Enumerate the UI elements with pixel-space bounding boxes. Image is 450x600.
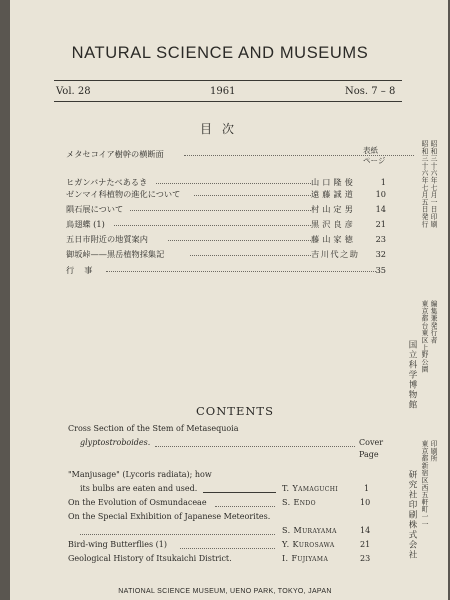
jp-entry-page: 14: [375, 204, 386, 214]
en-entry-title: "Manjusage" (Lycoris radiata); how: [68, 470, 212, 479]
leader-dots: [130, 210, 311, 211]
en-entry-title: Cross Section of the Stem of Metasequoia: [68, 424, 239, 433]
jp-toc-heading: 目次: [200, 122, 245, 136]
colophon-publish-date: 昭和三十六年七月五日発行: [420, 140, 428, 228]
en-entry-page: 23: [360, 554, 371, 563]
contents-heading: CONTENTS: [196, 404, 274, 418]
colophon-editor-name: 国立科学博物館: [407, 340, 417, 410]
jp-entry-title: 御坂峠——黒岳植物採集記: [66, 249, 165, 259]
leader-dots: [168, 240, 311, 241]
leader-dots: [156, 183, 311, 184]
jp-entry-title: ゼンマイ科植物の進化について: [66, 189, 181, 199]
colophon-editor-label: 編集兼発行者: [429, 300, 437, 344]
jp-toc-entry[interactable]: [66, 264, 386, 276]
jp-entry-author: 遠藤誠道: [311, 189, 356, 199]
en-entry-author: T. Yamaguchi: [282, 484, 339, 493]
jp-toc-entry[interactable]: [66, 218, 386, 230]
colophon-print-date: 昭和三十六年七月一日印刷: [429, 140, 437, 228]
jp-entry-title: 鳥翅蝶 (1): [66, 219, 105, 229]
en-entry-author: Y. Kurosawa: [282, 540, 335, 549]
en-entry-author: S. Endo: [282, 498, 316, 507]
jp-toc-entry[interactable]: [66, 248, 386, 260]
en-entry-title: On the Evolution of Osmundaceae: [68, 498, 207, 507]
leader-line: [203, 492, 276, 493]
jp-entry-author: 藤山家徳: [311, 234, 356, 244]
jp-entry-author: 山口隆俊: [311, 177, 356, 187]
colophon-editor-address: 東京都台東区上野公園: [420, 300, 428, 373]
en-entry-page: 1: [364, 484, 370, 493]
jp-entry-page: 10: [375, 189, 386, 199]
header-rule-bottom: [54, 101, 402, 102]
jp-toc-entry[interactable]: [66, 148, 386, 160]
volume-label: Vol. 28: [56, 86, 91, 97]
jp-entry-author: 黒沢良彦: [311, 219, 356, 229]
jp-entry-title: ヒガンバナたべあるき: [66, 177, 148, 187]
en-entry-author: I. Fujiyama: [282, 554, 329, 563]
jp-cover-label: 表紙: [363, 146, 378, 155]
leader-dots: [114, 225, 311, 226]
jp-entry-author: 吉川代之助: [311, 249, 360, 259]
leader-dots: [194, 195, 311, 196]
jp-toc-entry[interactable]: [66, 233, 386, 245]
en-entry-page: 10: [360, 498, 371, 507]
leader-dots: [106, 271, 376, 272]
en-entry-page: Cover: [359, 438, 384, 447]
en-entry-title: On the Special Exhibition of Japanese Meteorites.: [68, 512, 271, 521]
en-entry-title: Geological History of Itsukaichi District.: [68, 554, 232, 563]
colophon-printer-label: 印刷所: [429, 440, 437, 462]
jp-entry-page: 1: [380, 177, 386, 187]
en-entry-page: 21: [360, 540, 371, 549]
jp-entry-title: メタセコイア樹幹の横断面: [66, 149, 164, 159]
leader-dots: [190, 255, 311, 256]
jp-entry-title: 行事: [66, 265, 103, 275]
publisher-footer: NATIONAL SCIENCE MUSEUM, UENO PARK, TOKYO, JAPAN: [118, 588, 332, 595]
jp-entry-page: 21: [375, 219, 386, 229]
issue-numbers: Nos. 7 – 8: [345, 86, 396, 97]
jp-entry-author: 村山定男: [311, 204, 356, 214]
jp-entry-title: 五日市附近の地質案内: [66, 234, 148, 244]
en-entry-page: 14: [360, 526, 371, 535]
leader-dots: [180, 548, 275, 549]
colophon-printer-address: 東京都新宿区西五軒町一一: [420, 440, 428, 528]
leader-dots: [80, 534, 275, 535]
en-entry-title-cont: glyptostroboides.: [80, 438, 151, 447]
jp-toc-entry[interactable]: [66, 188, 386, 200]
jp-page-label: ページ: [363, 156, 386, 165]
en-entry-title-cont: its bulbs are eaten and used.: [80, 484, 198, 493]
en-entry-page-cont: Page: [359, 450, 379, 459]
en-entry-title: Bird-wing Butterflies (1): [68, 540, 167, 549]
en-entry-author: S. Murayama: [282, 526, 337, 535]
jp-entry-page: 32: [375, 249, 386, 259]
leader-dots: [155, 446, 355, 447]
journal-page: [10, 0, 448, 600]
jp-toc-entry[interactable]: [66, 176, 386, 188]
jp-entry-title: 隕石展について: [66, 204, 124, 214]
journal-title: NATURAL SCIENCE AND MUSEUMS: [71, 44, 369, 62]
colophon-printer-name: 研究社印刷株式会社: [407, 470, 417, 560]
jp-entry-page: 23: [375, 234, 386, 244]
leader-dots: [215, 506, 275, 507]
jp-toc-entry[interactable]: [66, 203, 386, 215]
year-label: 1961: [210, 86, 236, 97]
header-rule-top: [54, 80, 402, 81]
jp-entry-page: 35: [375, 265, 386, 275]
leader-dots: [184, 155, 414, 156]
